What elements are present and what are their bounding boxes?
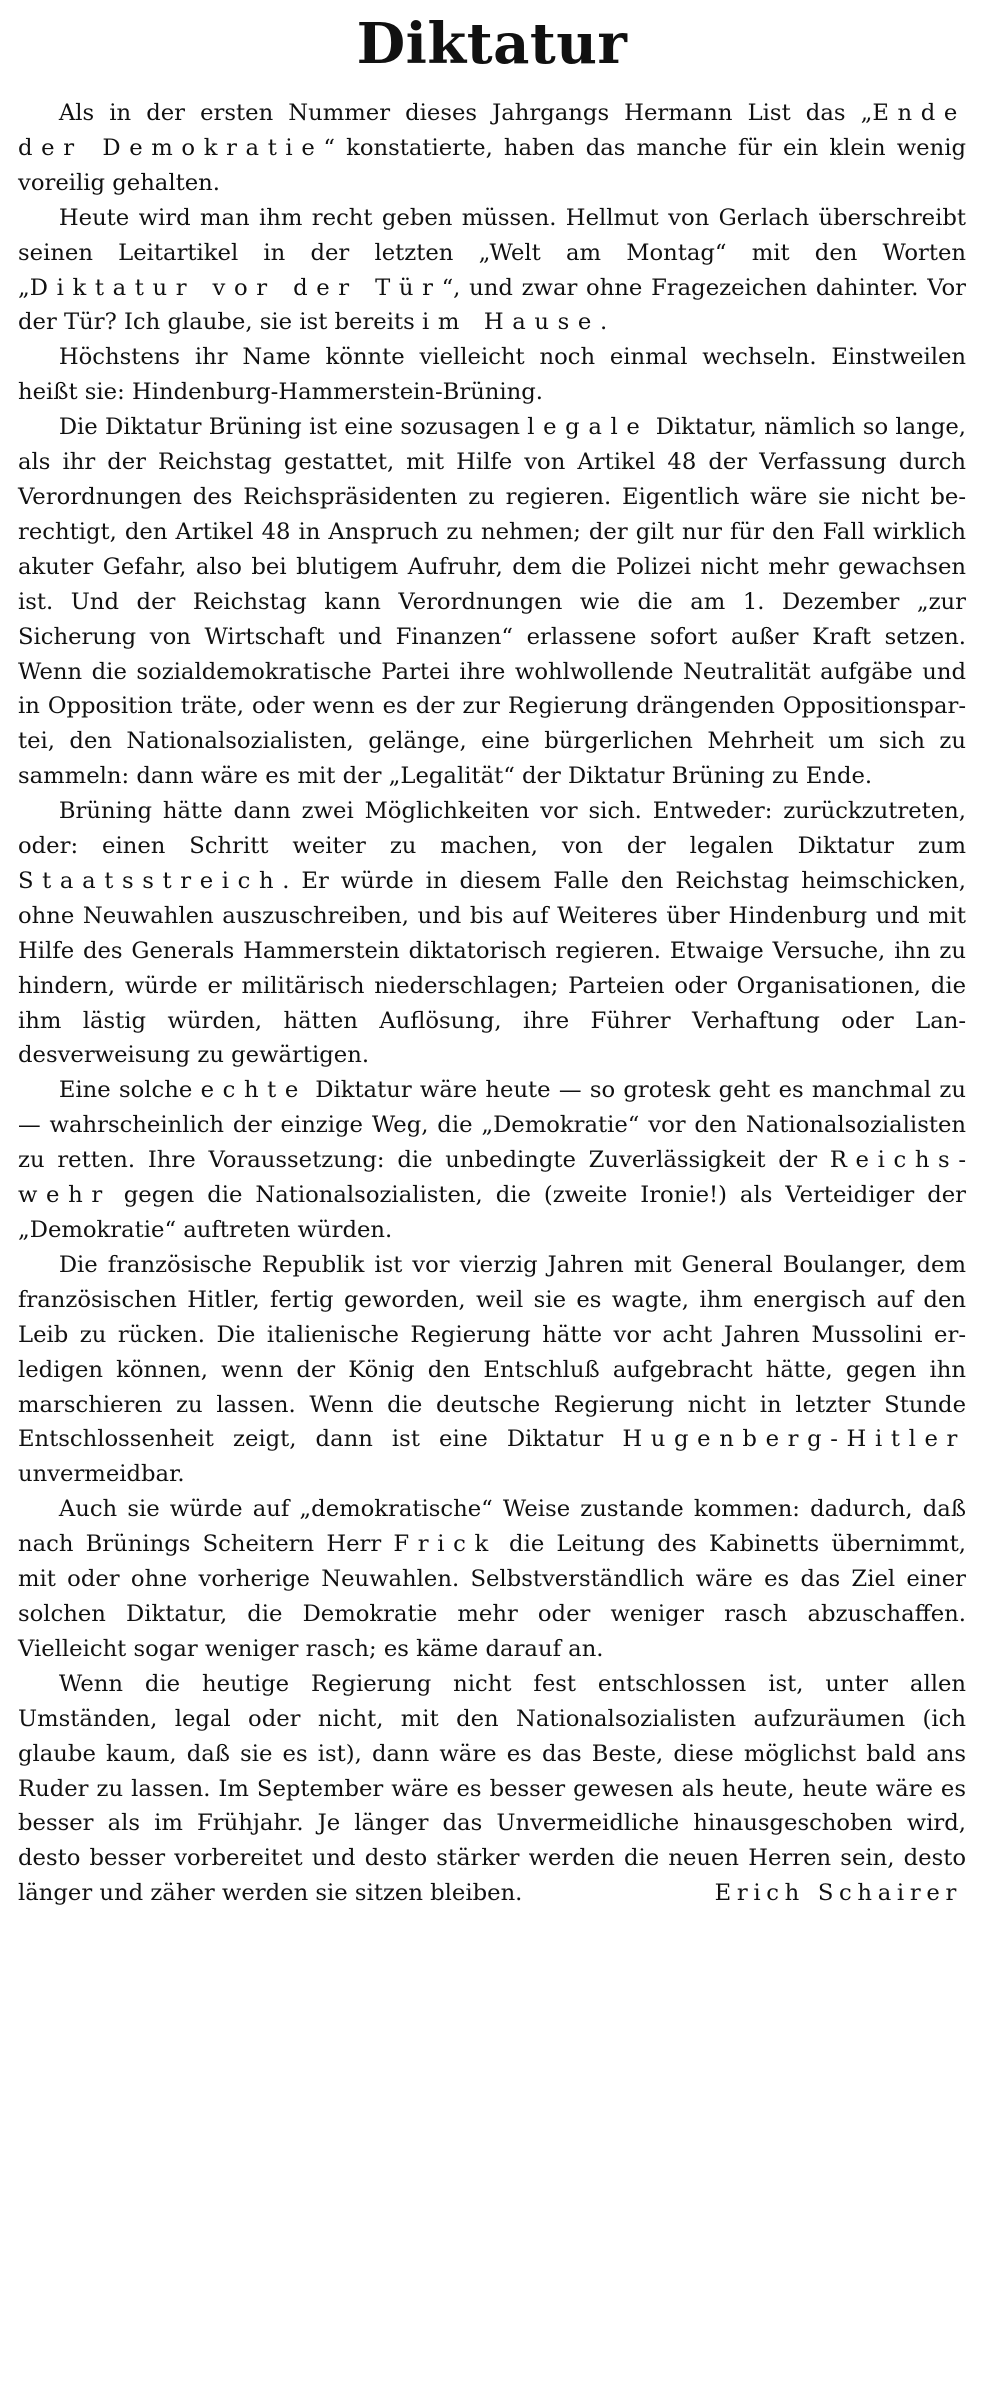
text-run: unvermeidbar. xyxy=(18,1461,185,1488)
text-run: Die Diktatur Brüning ist eine sozusagen xyxy=(58,414,528,441)
text-run: Als in der ersten Nummer dieses Jahrgangs Hermann List das „ xyxy=(58,100,873,126)
article-paragraph xyxy=(18,340,966,410)
text-run: . xyxy=(599,309,608,336)
spaced-emphasis: legale xyxy=(527,414,649,441)
author-signature: Erich Schairer xyxy=(714,1880,962,1907)
spaced-emphasis: Reichswehr xyxy=(18,1147,966,1209)
article-paragraph xyxy=(18,1667,966,1911)
spaced-emphasis: Frick xyxy=(393,1531,497,1558)
text-run: Diktatur wäre heute — so grotesk geht es manchmal zu — wahrscheinlich der einzige Weg, die „Demokratie“ vor den Nationalsozialisten zu retten. Ihre Voraussetzung: die unbedingte Zuverlässigkeit der xyxy=(18,1077,966,1174)
article-paragraph xyxy=(18,1073,966,1248)
text-run: Eine solche xyxy=(58,1077,201,1104)
text-run: die Leitung des Kabinetts übernimmt, mit oder ohne vorherige Neuwahlen. Selbstverständlich wäre es das Ziel einer solchen Diktatur, die Demokratie mehr oder weniger rasch abzuschaffen. Vielleicht sogar weniger rasch; es käme darauf an. xyxy=(18,1531,966,1662)
text-run: Diktatur, nämlich so lange, als ihr der Reichstag gestattet, mit Hilfe von Artikel 48 der Verfassung durch Verordnungen des Reichspräsidenten zu regieren. Eigentlich wäre sie nicht berechtigt, den Artikel 48 in Anspruch zu nehmen; der gilt nur für den Fall wirklich akuter Gefahr, also bei blutigem Aufruhr, dem die Polizei nicht mehr gewachsen ist. Und der Reichstag kann Verordnungen wie die am 1. Dezember „zur Sicherung von Wirtschaft und Finanzen“ erlassene sofort außer Kraft setzen. Wenn die sozialdemokratische Partei ihre wohlwollende Neutralität aufgäbe und in Opposition träte, oder wenn es der zur Regierung drängenden Oppositionspartei, den Nationalsozialisten, gelänge, eine bürgerlichen Mehrheit um sich zu sammeln: dann wäre es mit der „Legalität“ der Diktatur Brüning zu Ende. xyxy=(18,414,966,790)
text-run: Heute wird man ihm recht geben müssen. Hellmut von Gerlach überschreibt seinen Leitartikel in der letzten „Welt am Montag“ mit den Worten „ xyxy=(18,204,966,301)
text-run: Auch sie würde auf „demokratische“ Weise zustande kommen: dadurch, daß nach Brünings Scheitern Herr xyxy=(18,1496,966,1558)
spaced-emphasis: Ende der Demokratie xyxy=(18,100,966,161)
article-title: Diktatur xyxy=(356,11,628,77)
text-run: Höchstens ihr Name könnte vielleicht noch einmal wechseln. Einstweilen heißt sie: Hindenburg-Hammerstein-Brüning. xyxy=(18,344,966,406)
text-run: . Er würde in diesem Falle den Reichstag heimschicken, ohne Neuwahlen auszuschreiben, und bis auf Weiteres über Hindenburg und mit Hilfe des Generals Hammerstein diktatorisch regieren. Etwaige Versuche, ihn zu hindern, würde er militärisch niederschlagen; Parteien oder Organisationen, die ihm lästig würden, hätten Auflösung, ihre Führer Verhaftung oder Landesverweisung zu gewärtigen. xyxy=(18,867,966,1069)
text-run: gegen die Nationalsozialisten, die (zweite Ironie!) als Verteidiger der „Demokratie“ auftreten würden. xyxy=(18,1182,966,1243)
spaced-emphasis: Hugenberg-Hitler xyxy=(622,1426,966,1453)
spaced-emphasis: echte xyxy=(200,1077,307,1104)
article-paragraph xyxy=(18,96,966,201)
article-paragraph xyxy=(18,1492,966,1667)
text-run: Brüning hätte dann zwei Möglichkeiten vor sich. Entweder: zurückzutreten, oder: einen Schritt weiter zu machen, von der legalen Diktatur zum xyxy=(18,798,966,860)
spaced-emphasis: Diktatur vor der Tür xyxy=(29,274,442,301)
text-run: “, und zwar ohne Fragezeichen dahinter. Vor der Tür? Ich glaube, sie ist bereits xyxy=(18,274,967,336)
article-body xyxy=(18,96,966,1911)
article-paragraph xyxy=(18,201,966,341)
spaced-emphasis: Staatsstreich xyxy=(18,867,283,894)
article-paragraph xyxy=(18,794,966,1073)
text-run: Wenn die heutige Regierung nicht fest entschlossen ist, unter allen Umständen, legal oder nicht, mit den Nationalsozialisten aufzuräumen (ich glaube kaum, daß sie es ist), dann wäre es das Beste, diese möglichst bald ans Ruder zu lassen. Im September wäre es besser gewesen als heute, heute wäre es besser als im Frühjahr. Je länger das Unvermeidliche hinausgeschoben wird, desto besser vorbereitet und desto stärker werden die neuen Herren sein, desto länger und zäher werden sie sitzen bleiben. xyxy=(18,1670,966,1907)
article-paragraph xyxy=(18,1248,966,1492)
text-run: Die französische Republik ist vor vierzig Jahren mit General Boulanger, dem französischen Hitler, fertig geworden, weil sie es wagte, ihm energisch auf den Leib zu rücken. Die italienische Regierung hätte vor acht Jahren Mussolini erledigen können, wenn der König den Entschluß aufgebracht hätte, gegen ihn marschieren zu lassen. Wenn die deutsche Regierung nicht in letzter Stunde Entschlossenheit zeigt, dann ist eine Diktatur xyxy=(18,1251,966,1453)
spaced-emphasis: im Hause xyxy=(421,309,600,336)
article-paragraph xyxy=(18,410,966,794)
text-run: “ konstatierte, haben das manche für ein klein wenig voreilig gehalten. xyxy=(18,134,966,196)
